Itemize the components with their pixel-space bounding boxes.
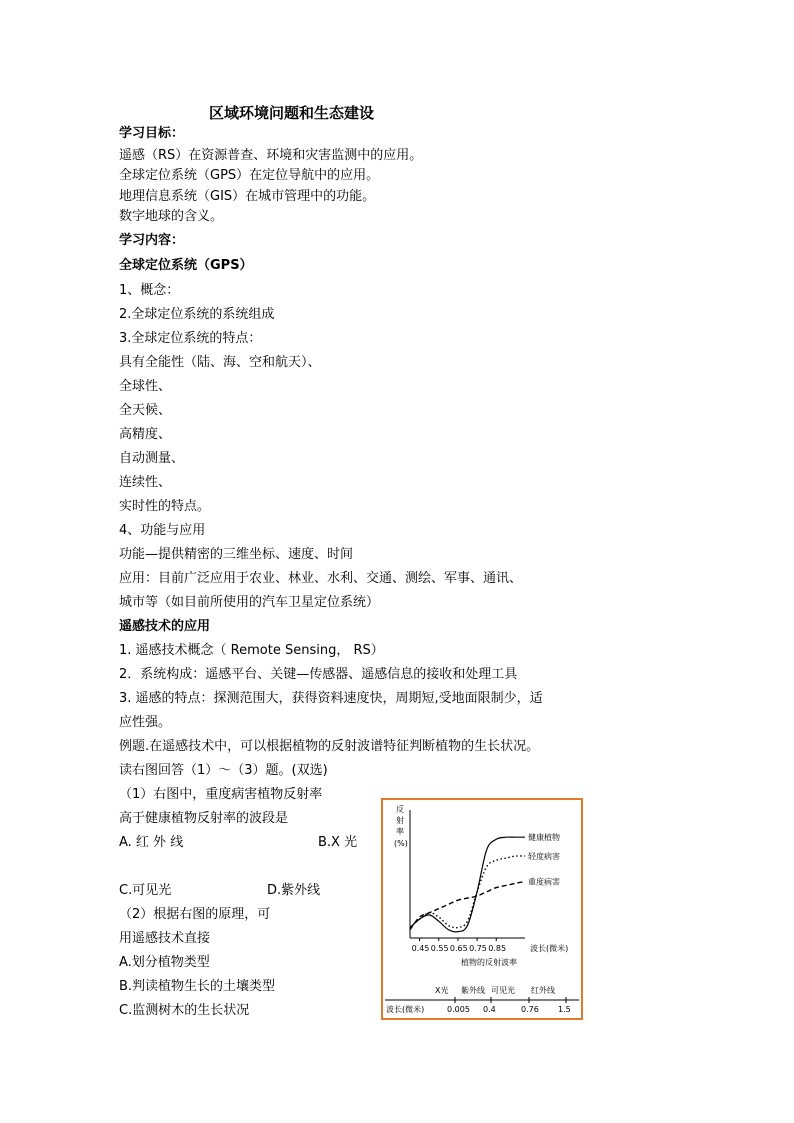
gps-feature: 全天候、 xyxy=(119,403,172,418)
page-title: 区域环境问题和生态建设 xyxy=(209,104,375,122)
x-ticks xyxy=(412,938,506,953)
spectrum-bar xyxy=(385,985,579,1014)
legend-label: 重度病害 xyxy=(528,877,560,887)
spectrum-tick-label: 0.76 xyxy=(521,1005,539,1014)
objective-item: 遥感（RS）在资源普查、环境和灾害监测中的应用。 xyxy=(119,148,423,163)
objective-item: 地理信息系统（GIS）在城市管理中的功能。 xyxy=(119,189,376,204)
x-tick-label: 0.75 xyxy=(469,944,487,953)
content-heading: 学习内容： xyxy=(119,233,185,248)
x-tick-label: 0.65 xyxy=(449,944,468,953)
rs-item-3-cont: 应性强。 xyxy=(119,715,172,730)
reflectance-chart xyxy=(381,798,583,1020)
chart-svg xyxy=(383,800,581,1018)
objective-item: 全球定位系统（GPS）在定位导航中的应用。 xyxy=(119,168,380,183)
spectrum-band-label: 可见光 xyxy=(491,986,515,995)
x-tick-label: 0.85 xyxy=(488,944,507,953)
rs-heading: 遥感技术的应用 xyxy=(119,619,211,634)
gps-function: 功能—提供精密的三维坐标、速度、时间 xyxy=(119,547,354,562)
spectrum-unit-label: 波长(微米) xyxy=(386,1005,425,1014)
series-lines xyxy=(410,837,525,932)
gps-feature: 实时性的特点。 xyxy=(119,499,211,514)
gps-feature: 自动测量、 xyxy=(119,451,185,466)
question-1: （1）右图中，重度病害植物反射率 xyxy=(119,787,323,802)
series-line-1 xyxy=(410,856,525,928)
option-c: C.监测树木的生长状况 xyxy=(119,1003,250,1018)
legend-label: 健康植物 xyxy=(528,833,560,843)
gps-item-4: 4、功能与应用 xyxy=(119,523,206,538)
x-tick-label: 0.55 xyxy=(430,944,449,953)
spectrum-band-label: 紫外线 xyxy=(461,986,485,995)
objective-item: 数字地球的含义。 xyxy=(119,209,224,224)
rs-item-2: 2．系统构成：遥感平台、关键—传感器、遥感信息的接收和处理工具 xyxy=(119,667,518,682)
gps-feature: 具有全能性（陆、海、空和航天）、 xyxy=(119,355,321,370)
gps-feature: 连续性、 xyxy=(119,475,172,490)
y-axis-label-4: (%) xyxy=(394,839,408,848)
x-axis-label: 植物的反射波率 xyxy=(461,958,517,967)
legend xyxy=(528,832,560,886)
gps-feature: 高精度、 xyxy=(119,427,172,442)
spectrum-tick-label: 0.4 xyxy=(483,1005,496,1014)
spectrum-band-label: 红外线 xyxy=(531,986,555,995)
gps-item-1: 1、概念： xyxy=(119,283,180,298)
gps-application: 城市等（如目前所使用的汽车卫星定位系统） xyxy=(119,595,380,610)
option-d: D.紫外线 xyxy=(267,883,321,898)
example-text: 例题.在遥感技术中，可以根据植物的反射波谱特征判断植物的生长状况。 xyxy=(119,739,540,754)
question-1: 高于健康植物反射率的波段是 xyxy=(119,811,289,826)
x-tick-label: 0.45 xyxy=(411,944,430,953)
spectrum-band-label: X光 xyxy=(435,986,449,995)
option-a: A.划分植物类型 xyxy=(119,955,210,970)
rs-item-3: 3. 遥感的特点：探测范围大，获得资料速度快，周期短,受地面限制少，适 xyxy=(119,691,543,706)
gps-item-3: 3.全球定位系统的特点： xyxy=(119,331,262,346)
question-2: （2）根据右图的原理，可 xyxy=(119,907,271,922)
series-line-0 xyxy=(410,837,525,932)
gps-heading: 全球定位系统（GPS） xyxy=(119,258,253,273)
option-b: B.X 光 xyxy=(318,835,358,850)
gps-application: 应用：目前广泛应用于农业、林业、水利、交通、测绘、军事、通讯、 xyxy=(119,571,523,586)
objectives-heading: 学习目标： xyxy=(119,126,185,141)
spectrum-tick-label: 1.5 xyxy=(558,1005,571,1014)
gps-feature: 全球性、 xyxy=(119,379,172,394)
example-text: 读右图回答（1）～（3）题。(双选) xyxy=(119,763,328,778)
rs-item-1: 1. 遥感技术概念（ Remote Sensing， RS） xyxy=(119,643,384,658)
legend-label: 轻度病害 xyxy=(528,852,560,862)
option-c: C.可见光 xyxy=(119,883,172,898)
y-axis-label-1: 反 xyxy=(396,805,404,814)
question-2: 用遥感技术直接 xyxy=(119,931,211,946)
y-axis-label-2: 射 xyxy=(396,816,404,825)
option-b: B.判读植物生长的土壤类型 xyxy=(119,979,276,994)
x-unit-label: 波长(微米) xyxy=(530,944,569,953)
option-a: A. 红 外 线 xyxy=(119,835,184,850)
spectrum-tick-label: 0.005 xyxy=(447,1005,470,1014)
y-axis-label-3: 率 xyxy=(396,827,404,836)
gps-item-2: 2.全球定位系统的系统组成 xyxy=(119,307,275,322)
